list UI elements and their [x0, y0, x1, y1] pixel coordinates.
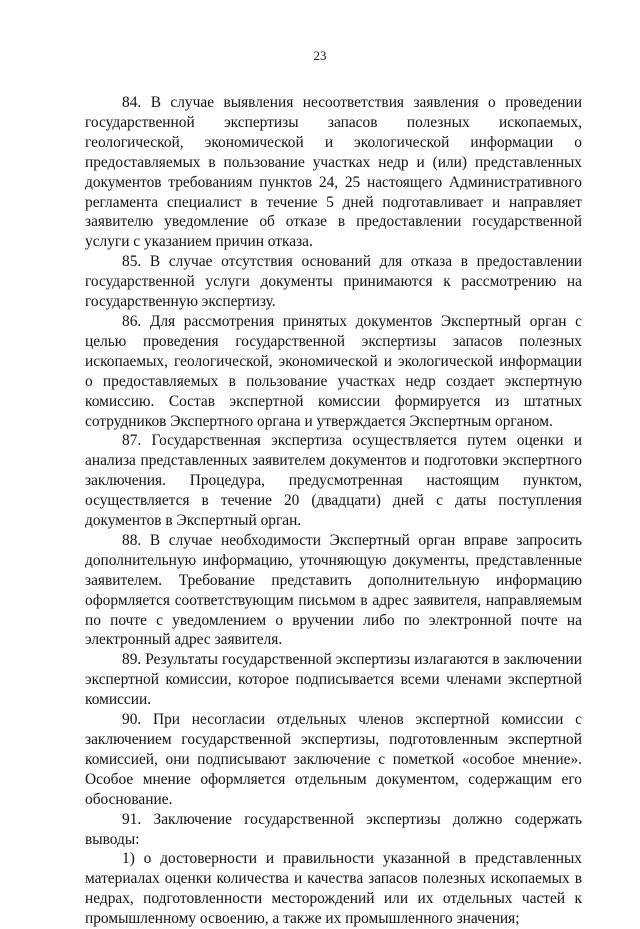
- paragraph-86: 86. Для рассмотрения принятых документов Экспертный орган с целью проведения государственной экспертизы запасов полезных ископаемых, геологической, экономической и экологической информации о предоставляемых в пользование участках недр создает экспертную комиссию. Состав экспертной комиссии формируется из штатных сотрудников Экспертного органа и утверждается Экспертным органом.: [85, 312, 582, 430]
- paragraph-90: 90. При несогласии отдельных членов экспертной комиссии с заключением государственной экспертизы, подготовленным экспертной комиссией, они подписывают заключение с пометкой «особое мнение». Особое мнение оформляется отдельным документом, содержащим его обоснование.: [85, 711, 582, 808]
- paragraph-84: 84. В случае выявления несоответствия заявления о проведении государственной экспертизы запасов полезных ископаемых, геологической, экономической и экологической информации о предоставляемых в пользование участках недр и (или) представленных документов требованиям пунктов 24, 25 настоящего Административного регламента специалист в течение 5 дней подготавливает и направляет заявителю уведомление об отказе в предоставлении государственной услуги с указанием причин отказа.: [85, 94, 582, 251]
- paragraph-89: 89. Результаты государственной экспертизы излагаются в заключении экспертной комиссии, которое подписывается всеми членами экспертной комиссии.: [85, 651, 582, 709]
- document-body: [85, 93, 582, 929]
- paragraph-91: 91. Заключение государственной экспертизы должно содержать выводы:: [85, 810, 582, 848]
- page-number: 23: [313, 48, 327, 63]
- paragraph-85: 85. В случае отсутствия оснований для отказа в предоставлении государственной услуги документы принимаются к рассмотрению на государственную экспертизу.: [85, 253, 582, 311]
- paragraph-88: 88. В случае необходимости Экспертный орган вправе запросить дополнительную информацию, уточняющую документы, представленные заявителем. Требование представить дополнительную информацию оформляется соответствующим письмом в адрес заявителя, направляемым по почте с уведомлением о вручении либо по электронной почте на электронный адрес заявителя.: [85, 531, 582, 649]
- paragraph-87: 87. Государственная экспертиза осуществляется путем оценки и анализа представленных заявителем документов и подготовки экспертного заключения. Процедура, предусмотренная настоящим пунктом, осуществляется в течение 20 (двадцати) дней с даты поступления документов в Экспертный орган.: [85, 432, 582, 530]
- paragraph-91-item-1: 1) о достоверности и правильности указанной в представленных материалах оценки количества и качества запасов полезных ископаемых в недрах, подготовленности месторождений или их отдельных частей к промышленному освоению, а также их промышленного значения;: [85, 850, 582, 928]
